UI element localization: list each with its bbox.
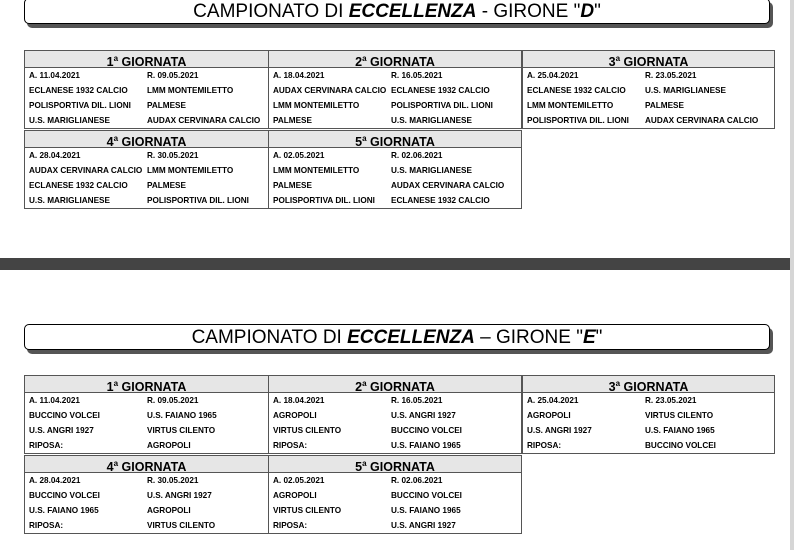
team-right: PALMESE: [147, 181, 186, 190]
match-row: [25, 408, 268, 423]
date-row: [269, 393, 521, 408]
giornata-number: 5: [355, 135, 363, 150]
team-left: U.S. ANGRI 1927: [527, 426, 592, 435]
match-row: [25, 163, 268, 178]
team-right: POLISPORTIVA DIL. LIONI: [147, 196, 249, 205]
giornata-2-block: [268, 375, 522, 454]
giornata-number: 1: [106, 380, 114, 395]
match-row: [523, 83, 774, 98]
page-separator: [0, 258, 794, 270]
giornata-ordinal: a: [362, 459, 367, 468]
team-right: U.S. FAIANO 1965: [645, 426, 715, 435]
match-row: [269, 163, 521, 178]
team-right: U.S. MARIGLIANESE: [391, 166, 472, 175]
section-d-title: CAMPIONATO DI ECCELLENZA - GIRONE "D": [24, 0, 770, 24]
team-left: ECLANESE 1932 CALCIO: [29, 181, 128, 190]
team-right: BUCCINO VOLCEI: [391, 426, 462, 435]
match-row: [269, 113, 521, 128]
team-left: U.S. MARIGLIANESE: [29, 116, 110, 125]
match-row: [25, 178, 268, 193]
giornata-3-block: [522, 375, 775, 454]
match-row: [25, 503, 268, 518]
giornata-header: [269, 376, 521, 393]
match-row: [523, 423, 774, 438]
team-left: RIPOSA:: [273, 441, 308, 450]
giornata-ordinal: a: [113, 459, 119, 468]
andata-date: A. 18.04.2021: [273, 71, 325, 80]
match-row: [25, 518, 268, 533]
team-left: RIPOSA:: [273, 521, 308, 530]
team-left: POLISPORTIVA DIL. LIONI: [29, 101, 131, 110]
giornata-header: [523, 376, 774, 393]
match-row: [269, 83, 521, 98]
giornata-2-block: [268, 50, 522, 129]
team-left: RIPOSA:: [29, 521, 64, 530]
match-row: [269, 438, 521, 453]
team-right: POLISPORTIVA DIL. LIONI: [391, 101, 493, 110]
team-right: VIRTUS CILENTO: [147, 426, 216, 435]
giornata-5-block: [268, 455, 522, 534]
ritorno-date: R. 30.05.2021: [147, 151, 199, 160]
match-row: [269, 408, 521, 423]
team-right: U.S. FAIANO 1965: [147, 411, 217, 420]
giornata-ordinal: a: [615, 379, 621, 388]
match-row: [523, 408, 774, 423]
giornata-label: GIORNATA: [118, 135, 187, 150]
date-row: [269, 473, 521, 488]
team-left: RIPOSA:: [29, 441, 64, 450]
match-row: [25, 423, 268, 438]
giornata-1-block: [24, 50, 269, 129]
team-right: U.S. ANGRI 1927: [147, 491, 212, 500]
andata-date: A. 11.04.2021: [29, 396, 80, 405]
team-left: LMM MONTEMILETTO: [273, 101, 360, 110]
team-right: ECLANESE 1932 CALCIO: [391, 196, 490, 205]
team-left: U.S. MARIGLIANESE: [29, 196, 110, 205]
ritorno-date: R. 09.05.2021: [147, 396, 199, 405]
giornata-4-block: [24, 130, 269, 209]
giornata-header: [269, 131, 521, 148]
andata-date: A. 11.04.2021: [29, 71, 80, 80]
team-left: LMM MONTEMILETTO: [527, 101, 614, 110]
team-left: LMM MONTEMILETTO: [273, 166, 360, 175]
ritorno-date: R. 16.05.2021: [391, 71, 443, 80]
team-right: U.S. MARIGLIANESE: [645, 86, 726, 95]
team-right: ECLANESE 1932 CALCIO: [391, 86, 490, 95]
team-right: AUDAX CERVINARA CALCIO: [645, 116, 759, 125]
team-left: AGROPOLI: [273, 491, 317, 500]
giornata-ordinal: a: [113, 379, 119, 388]
team-left: PALMESE: [273, 116, 312, 125]
team-left: BUCCINO VOLCEI: [29, 491, 100, 500]
team-right: U.S. ANGRI 1927: [391, 521, 456, 530]
team-left: ECLANESE 1932 CALCIO: [29, 86, 128, 95]
giornata-header: [269, 456, 521, 473]
giornata-number: 4: [106, 135, 114, 150]
team-left: AGROPOLI: [527, 411, 571, 420]
team-right: AUDAX CERVINARA CALCIO: [391, 181, 505, 190]
andata-date: A. 25.04.2021: [527, 396, 579, 405]
date-row: [523, 393, 774, 408]
giornata-label: GIORNATA: [366, 380, 435, 395]
match-row: [25, 83, 268, 98]
team-right: PALMESE: [147, 101, 186, 110]
team-left: AUDAX CERVINARA CALCIO: [273, 86, 387, 95]
ritorno-date: R. 23.05.2021: [645, 71, 697, 80]
match-row: [25, 488, 268, 503]
team-left: POLISPORTIVA DIL. LIONI: [527, 116, 629, 125]
date-row: [269, 68, 521, 83]
ritorno-date: R. 30.05.2021: [147, 476, 199, 485]
match-row: [269, 423, 521, 438]
andata-date: A. 02.05.2021: [273, 476, 325, 485]
match-row: [523, 98, 774, 113]
team-right: BUCCINO VOLCEI: [391, 491, 462, 500]
team-left: RIPOSA:: [527, 441, 562, 450]
andata-date: A. 25.04.2021: [527, 71, 579, 80]
team-left: U.S. FAIANO 1965: [29, 506, 99, 515]
date-row: [25, 393, 268, 408]
ritorno-date: R. 16.05.2021: [391, 396, 443, 405]
team-right: LMM MONTEMILETTO: [147, 166, 234, 175]
giornata-number: 5: [355, 460, 363, 475]
team-left: POLISPORTIVA DIL. LIONI: [273, 196, 375, 205]
match-row: [269, 488, 521, 503]
ritorno-date: R. 23.05.2021: [645, 396, 697, 405]
giornata-header: [25, 376, 268, 393]
match-row: [25, 438, 268, 453]
match-row: [269, 193, 521, 208]
team-right: AUDAX CERVINARA CALCIO: [147, 116, 261, 125]
date-row: [25, 473, 268, 488]
section-e-title: CAMPIONATO DI ECCELLENZA – GIRONE "E": [24, 324, 770, 350]
giornata-number: 3: [608, 55, 616, 70]
date-row: [523, 68, 774, 83]
giornata-ordinal: a: [362, 54, 367, 63]
team-right: AGROPOLI: [147, 506, 191, 515]
giornata-header: [523, 51, 774, 68]
giornata-number: 3: [608, 380, 616, 395]
andata-date: A. 28.04.2021: [29, 151, 81, 160]
andata-date: A. 28.04.2021: [29, 476, 81, 485]
team-right: VIRTUS CILENTO: [147, 521, 216, 530]
giornata-label: GIORNATA: [620, 55, 689, 70]
team-right: U.S. FAIANO 1965: [391, 506, 461, 515]
team-right: AGROPOLI: [147, 441, 191, 450]
team-left: AGROPOLI: [273, 411, 317, 420]
giornata-number: 4: [106, 460, 114, 475]
match-row: [523, 113, 774, 128]
giornata-label: GIORNATA: [118, 55, 187, 70]
team-right: BUCCINO VOLCEI: [645, 441, 716, 450]
team-left: VIRTUS CILENTO: [273, 506, 342, 515]
giornata-header: [25, 131, 268, 148]
giornata-3-block: [522, 50, 775, 129]
match-row: [269, 518, 521, 533]
giornata-ordinal: a: [362, 379, 367, 388]
giornata-4-block: [24, 455, 269, 534]
match-row: [523, 438, 774, 453]
giornata-header: [25, 456, 268, 473]
giornata-ordinal: a: [113, 54, 119, 63]
team-left: BUCCINO VOLCEI: [29, 411, 100, 420]
team-left: PALMESE: [273, 181, 312, 190]
team-left: VIRTUS CILENTO: [273, 426, 342, 435]
giornata-label: GIORNATA: [366, 135, 435, 150]
team-right: PALMESE: [645, 101, 684, 110]
giornata-number: 1: [106, 55, 114, 70]
giornata-label: GIORNATA: [620, 380, 689, 395]
ritorno-date: R. 02.06.2021: [391, 476, 443, 485]
team-right: LMM MONTEMILETTO: [147, 86, 234, 95]
giornata-1-block: [24, 375, 269, 454]
team-right: U.S. ANGRI 1927: [391, 411, 456, 420]
giornata-ordinal: a: [113, 134, 119, 143]
giornata-label: GIORNATA: [366, 55, 435, 70]
andata-date: A. 18.04.2021: [273, 396, 325, 405]
match-row: [25, 98, 268, 113]
giornata-number: 2: [355, 380, 363, 395]
match-row: [25, 113, 268, 128]
team-left: U.S. ANGRI 1927: [29, 426, 94, 435]
andata-date: A. 02.05.2021: [273, 151, 325, 160]
team-left: ECLANESE 1932 CALCIO: [527, 86, 626, 95]
giornata-label: GIORNATA: [366, 460, 435, 475]
date-row: [269, 148, 521, 163]
match-row: [25, 193, 268, 208]
giornata-header: [25, 51, 268, 68]
vertical-scrollbar[interactable]: [790, 0, 794, 550]
giornata-ordinal: a: [362, 134, 367, 143]
team-right: U.S. MARIGLIANESE: [391, 116, 472, 125]
giornata-5-block: [268, 130, 522, 209]
giornata-label: GIORNATA: [118, 380, 187, 395]
ritorno-date: R. 02.06.2021: [391, 151, 443, 160]
giornata-label: GIORNATA: [118, 460, 187, 475]
date-row: [25, 148, 268, 163]
ritorno-date: R. 09.05.2021: [147, 71, 199, 80]
match-row: [269, 503, 521, 518]
giornata-ordinal: a: [615, 54, 621, 63]
date-row: [25, 68, 268, 83]
match-row: [269, 98, 521, 113]
giornata-header: [269, 51, 521, 68]
match-row: [269, 178, 521, 193]
team-left: AUDAX CERVINARA CALCIO: [29, 166, 143, 175]
team-right: U.S. FAIANO 1965: [391, 441, 461, 450]
team-right: VIRTUS CILENTO: [645, 411, 714, 420]
giornata-number: 2: [355, 55, 363, 70]
